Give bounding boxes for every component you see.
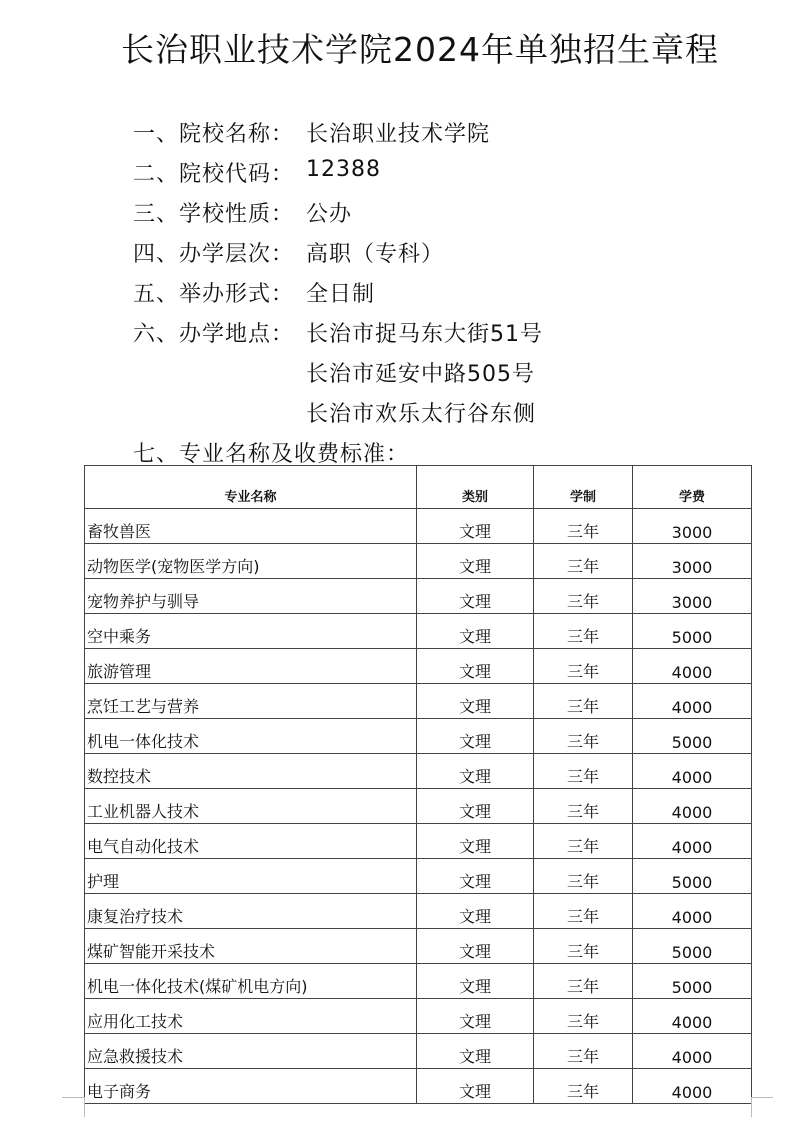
category-cell: 文理 <box>417 579 534 614</box>
info-school-code <box>0 157 800 197</box>
category-cell: 文理 <box>417 859 534 894</box>
table-header-row <box>85 466 752 509</box>
category-cell: 文理 <box>417 1069 534 1104</box>
info-value: 高职（专科） <box>306 242 445 267</box>
duration-cell: 三年 <box>534 929 633 964</box>
tuition-cell: 4000 <box>633 754 752 789</box>
category-cell: 文理 <box>417 999 534 1034</box>
category-cell: 文理 <box>417 614 534 649</box>
major-name-cell: 机电一体化技术(煤矿机电方向) <box>85 964 417 999</box>
major-name-cell: 旅游管理 <box>85 649 417 684</box>
info-label: 三、学校性质： <box>133 202 295 227</box>
tuition-cell: 4000 <box>633 789 752 824</box>
tuition-cell: 4000 <box>633 684 752 719</box>
major-name-cell: 康复治疗技术 <box>85 894 417 929</box>
category-cell: 文理 <box>417 649 534 684</box>
table-row <box>85 614 752 649</box>
info-location-2 <box>0 357 800 397</box>
major-name-cell: 畜牧兽医 <box>85 509 417 544</box>
info-value: 公办 <box>306 202 353 227</box>
category-cell: 文理 <box>417 754 534 789</box>
tuition-cell: 5000 <box>633 964 752 999</box>
major-name-cell: 煤矿智能开采技术 <box>85 929 417 964</box>
category-cell: 文理 <box>417 544 534 579</box>
page-corner-mark-right-h <box>751 1097 773 1098</box>
duration-cell: 三年 <box>534 719 633 754</box>
info-label: 四、办学层次： <box>133 242 295 267</box>
category-cell: 文理 <box>417 824 534 859</box>
table-row <box>85 1034 752 1069</box>
info-education-level <box>0 237 800 277</box>
table-row <box>85 824 752 859</box>
info-location-3 <box>0 397 800 437</box>
page-corner-mark-right-v <box>751 1097 752 1117</box>
table-row <box>85 964 752 999</box>
info-school-name <box>0 117 800 157</box>
tuition-cell: 5000 <box>633 859 752 894</box>
page-corner-mark-left-v <box>84 1097 85 1117</box>
table-row <box>85 789 752 824</box>
info-label: 一、院校名称： <box>133 122 295 147</box>
tuition-cell: 5000 <box>633 929 752 964</box>
info-value: 长治市延安中路505号 <box>306 362 535 387</box>
duration-cell: 三年 <box>534 509 633 544</box>
tuition-cell: 4000 <box>633 999 752 1034</box>
tuition-cell: 4000 <box>633 894 752 929</box>
major-name-cell: 电子商务 <box>85 1069 417 1104</box>
table-row <box>85 754 752 789</box>
table-row <box>85 719 752 754</box>
tuition-cell: 4000 <box>633 824 752 859</box>
major-name-cell: 动物医学(宠物医学方向) <box>85 544 417 579</box>
info-value: 长治市捉马东大街51号 <box>306 322 543 347</box>
info-label: 六、办学地点： <box>133 322 295 347</box>
major-name-cell: 机电一体化技术 <box>85 719 417 754</box>
major-name-cell: 应急救援技术 <box>85 1034 417 1069</box>
duration-cell: 三年 <box>534 649 633 684</box>
duration-cell: 三年 <box>534 1034 633 1069</box>
tuition-cell: 3000 <box>633 579 752 614</box>
table-row <box>85 999 752 1034</box>
info-school-nature <box>0 197 800 237</box>
category-cell: 文理 <box>417 789 534 824</box>
duration-cell: 三年 <box>534 579 633 614</box>
tuition-cell: 4000 <box>633 1069 752 1104</box>
duration-cell: 三年 <box>534 544 633 579</box>
table-row <box>85 544 752 579</box>
category-cell: 文理 <box>417 894 534 929</box>
table-row <box>85 579 752 614</box>
duration-cell: 三年 <box>534 824 633 859</box>
info-label: 五、举办形式： <box>133 282 295 307</box>
info-value: 长治市欢乐太行谷东侧 <box>306 402 537 427</box>
table-row <box>85 684 752 719</box>
duration-cell: 三年 <box>534 999 633 1034</box>
info-location <box>0 317 800 357</box>
fee-table <box>84 465 752 1104</box>
header-major-name: 专业名称 <box>85 466 417 509</box>
duration-cell: 三年 <box>534 964 633 999</box>
info-label: 二、院校代码： <box>133 162 295 187</box>
duration-cell: 三年 <box>534 894 633 929</box>
major-name-cell: 护理 <box>85 859 417 894</box>
tuition-cell: 4000 <box>633 649 752 684</box>
duration-cell: 三年 <box>534 1069 633 1104</box>
duration-cell: 三年 <box>534 754 633 789</box>
major-name-cell: 应用化工技术 <box>85 999 417 1034</box>
tuition-cell: 4000 <box>633 1034 752 1069</box>
major-name-cell: 烹饪工艺与营养 <box>85 684 417 719</box>
section-heading: 七、专业名称及收费标准： <box>133 442 410 467</box>
major-name-cell: 空中乘务 <box>85 614 417 649</box>
category-cell: 文理 <box>417 1034 534 1069</box>
duration-cell: 三年 <box>534 789 633 824</box>
header-category: 类别 <box>417 466 534 509</box>
page-corner-mark-left-h <box>62 1097 84 1098</box>
tuition-cell: 3000 <box>633 509 752 544</box>
info-value: 全日制 <box>306 282 376 307</box>
tuition-cell: 5000 <box>633 614 752 649</box>
category-cell: 文理 <box>417 509 534 544</box>
table-row <box>85 1069 752 1104</box>
table-row <box>85 859 752 894</box>
info-value: 长治职业技术学院 <box>306 122 491 147</box>
header-tuition: 学费 <box>633 466 752 509</box>
table-row <box>85 894 752 929</box>
info-study-form <box>0 277 800 317</box>
category-cell: 文理 <box>417 964 534 999</box>
info-value: 12388 <box>306 157 381 182</box>
page-title: 长治职业技术学院2024年单独招生章程 <box>121 30 719 69</box>
category-cell: 文理 <box>417 684 534 719</box>
tuition-cell: 3000 <box>633 544 752 579</box>
table-row <box>85 649 752 684</box>
duration-cell: 三年 <box>534 859 633 894</box>
major-name-cell: 宠物养护与驯导 <box>85 579 417 614</box>
duration-cell: 三年 <box>534 684 633 719</box>
major-name-cell: 电气自动化技术 <box>85 824 417 859</box>
major-name-cell: 工业机器人技术 <box>85 789 417 824</box>
header-duration: 学制 <box>534 466 633 509</box>
major-name-cell: 数控技术 <box>85 754 417 789</box>
duration-cell: 三年 <box>534 614 633 649</box>
category-cell: 文理 <box>417 719 534 754</box>
tuition-cell: 5000 <box>633 719 752 754</box>
table-row <box>85 509 752 544</box>
table-row <box>85 929 752 964</box>
category-cell: 文理 <box>417 929 534 964</box>
